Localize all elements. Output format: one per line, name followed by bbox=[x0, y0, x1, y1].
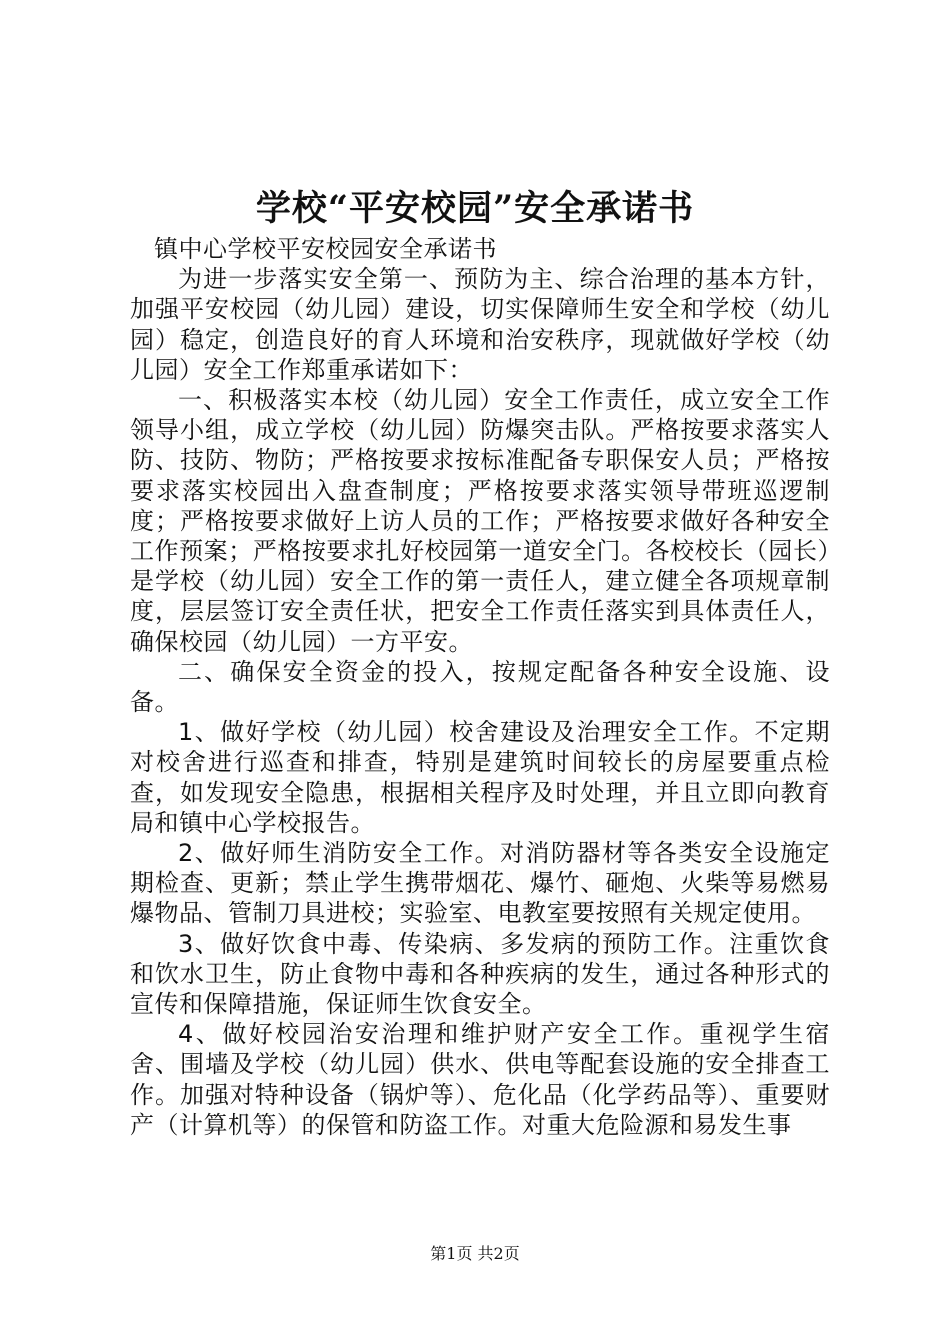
paragraph-item-2: 二、确保安全资金的投入，按规定配备各种安全设施、设备。 bbox=[130, 657, 830, 717]
paragraph-subitem-1: 1、做好学校（幼儿园）校舍建设及治理安全工作。不定期对校舍进行巡查和排查，特别是建筑时间较长的房屋要重点检查，如发现安全隐患，根据相关程序及时处理，并且立即向教育局和镇中心学校报告。 bbox=[130, 718, 830, 837]
paragraph-subtitle: 镇中心学校平安校园安全承诺书 bbox=[154, 235, 497, 263]
paragraph-subitem-3: 3、做好饮食中毒、传染病、多发病的预防工作。注重饮食和饮水卫生，防止食物中毒和各种疾病的发生，通过各种形式的宣传和保障措施，保证师生饮食安全。 bbox=[130, 929, 830, 1019]
page-number-footer: 第1页 共2页 bbox=[430, 1244, 520, 1263]
paragraph-intro: 为进一步落实安全第一、预防为主、综合治理的基本方针，加强平安校园（幼儿园）建设，切实保障师生安全和学校（幼儿园）稳定，创造良好的育人环境和治安秩序，现就做好学校（幼儿园）安全工作郑重承诺如下： bbox=[130, 265, 830, 384]
paragraph-subitem-2: 2、做好师生消防安全工作。对消防器材等各类安全设施定期检查、更新；禁止学生携带烟花、爆竹、砸炮、火柴等易燃易爆物品、管制刀具进校；实验室、电教室要按照有关规定使用。 bbox=[130, 839, 830, 928]
paragraph-item-1: 一、积极落实本校（幼儿园）安全工作责任，成立安全工作领导小组，成立学校（幼儿园）防爆突击队。严格按要求落实人防、技防、物防；严格按要求按标准配备专职保安人员；严格按要求落实校园出入盘查制度；严格按要求落实领导带班巡逻制度；严格按要求做好上访人员的工作；严格按要求做好各种安全工作预案；严格按要求扎好校园第一道安全门。各校校长（园长）是学校（幼儿园）安全工作的第一责任人，建立健全各项规章制度，层层签订安全责任状，把安全工作责任落实到具体责任人，确保校园（幼儿园）一方平安。 bbox=[130, 386, 830, 656]
document-title: 学校“平安校园”安全承诺书 bbox=[255, 188, 695, 229]
document-body bbox=[130, 234, 830, 1140]
paragraph-subitem-4: 4、做好校园治安治理和维护财产安全工作。重视学生宿舍、围墙及学校（幼儿园）供水、供电等配套设施的安全排查工作。加强对特种设备（锅炉等）、危化品（化学药品等）、重要财产（计算机等）的保管和防盗工作。对重大危险源和易发生事 bbox=[130, 1020, 830, 1139]
